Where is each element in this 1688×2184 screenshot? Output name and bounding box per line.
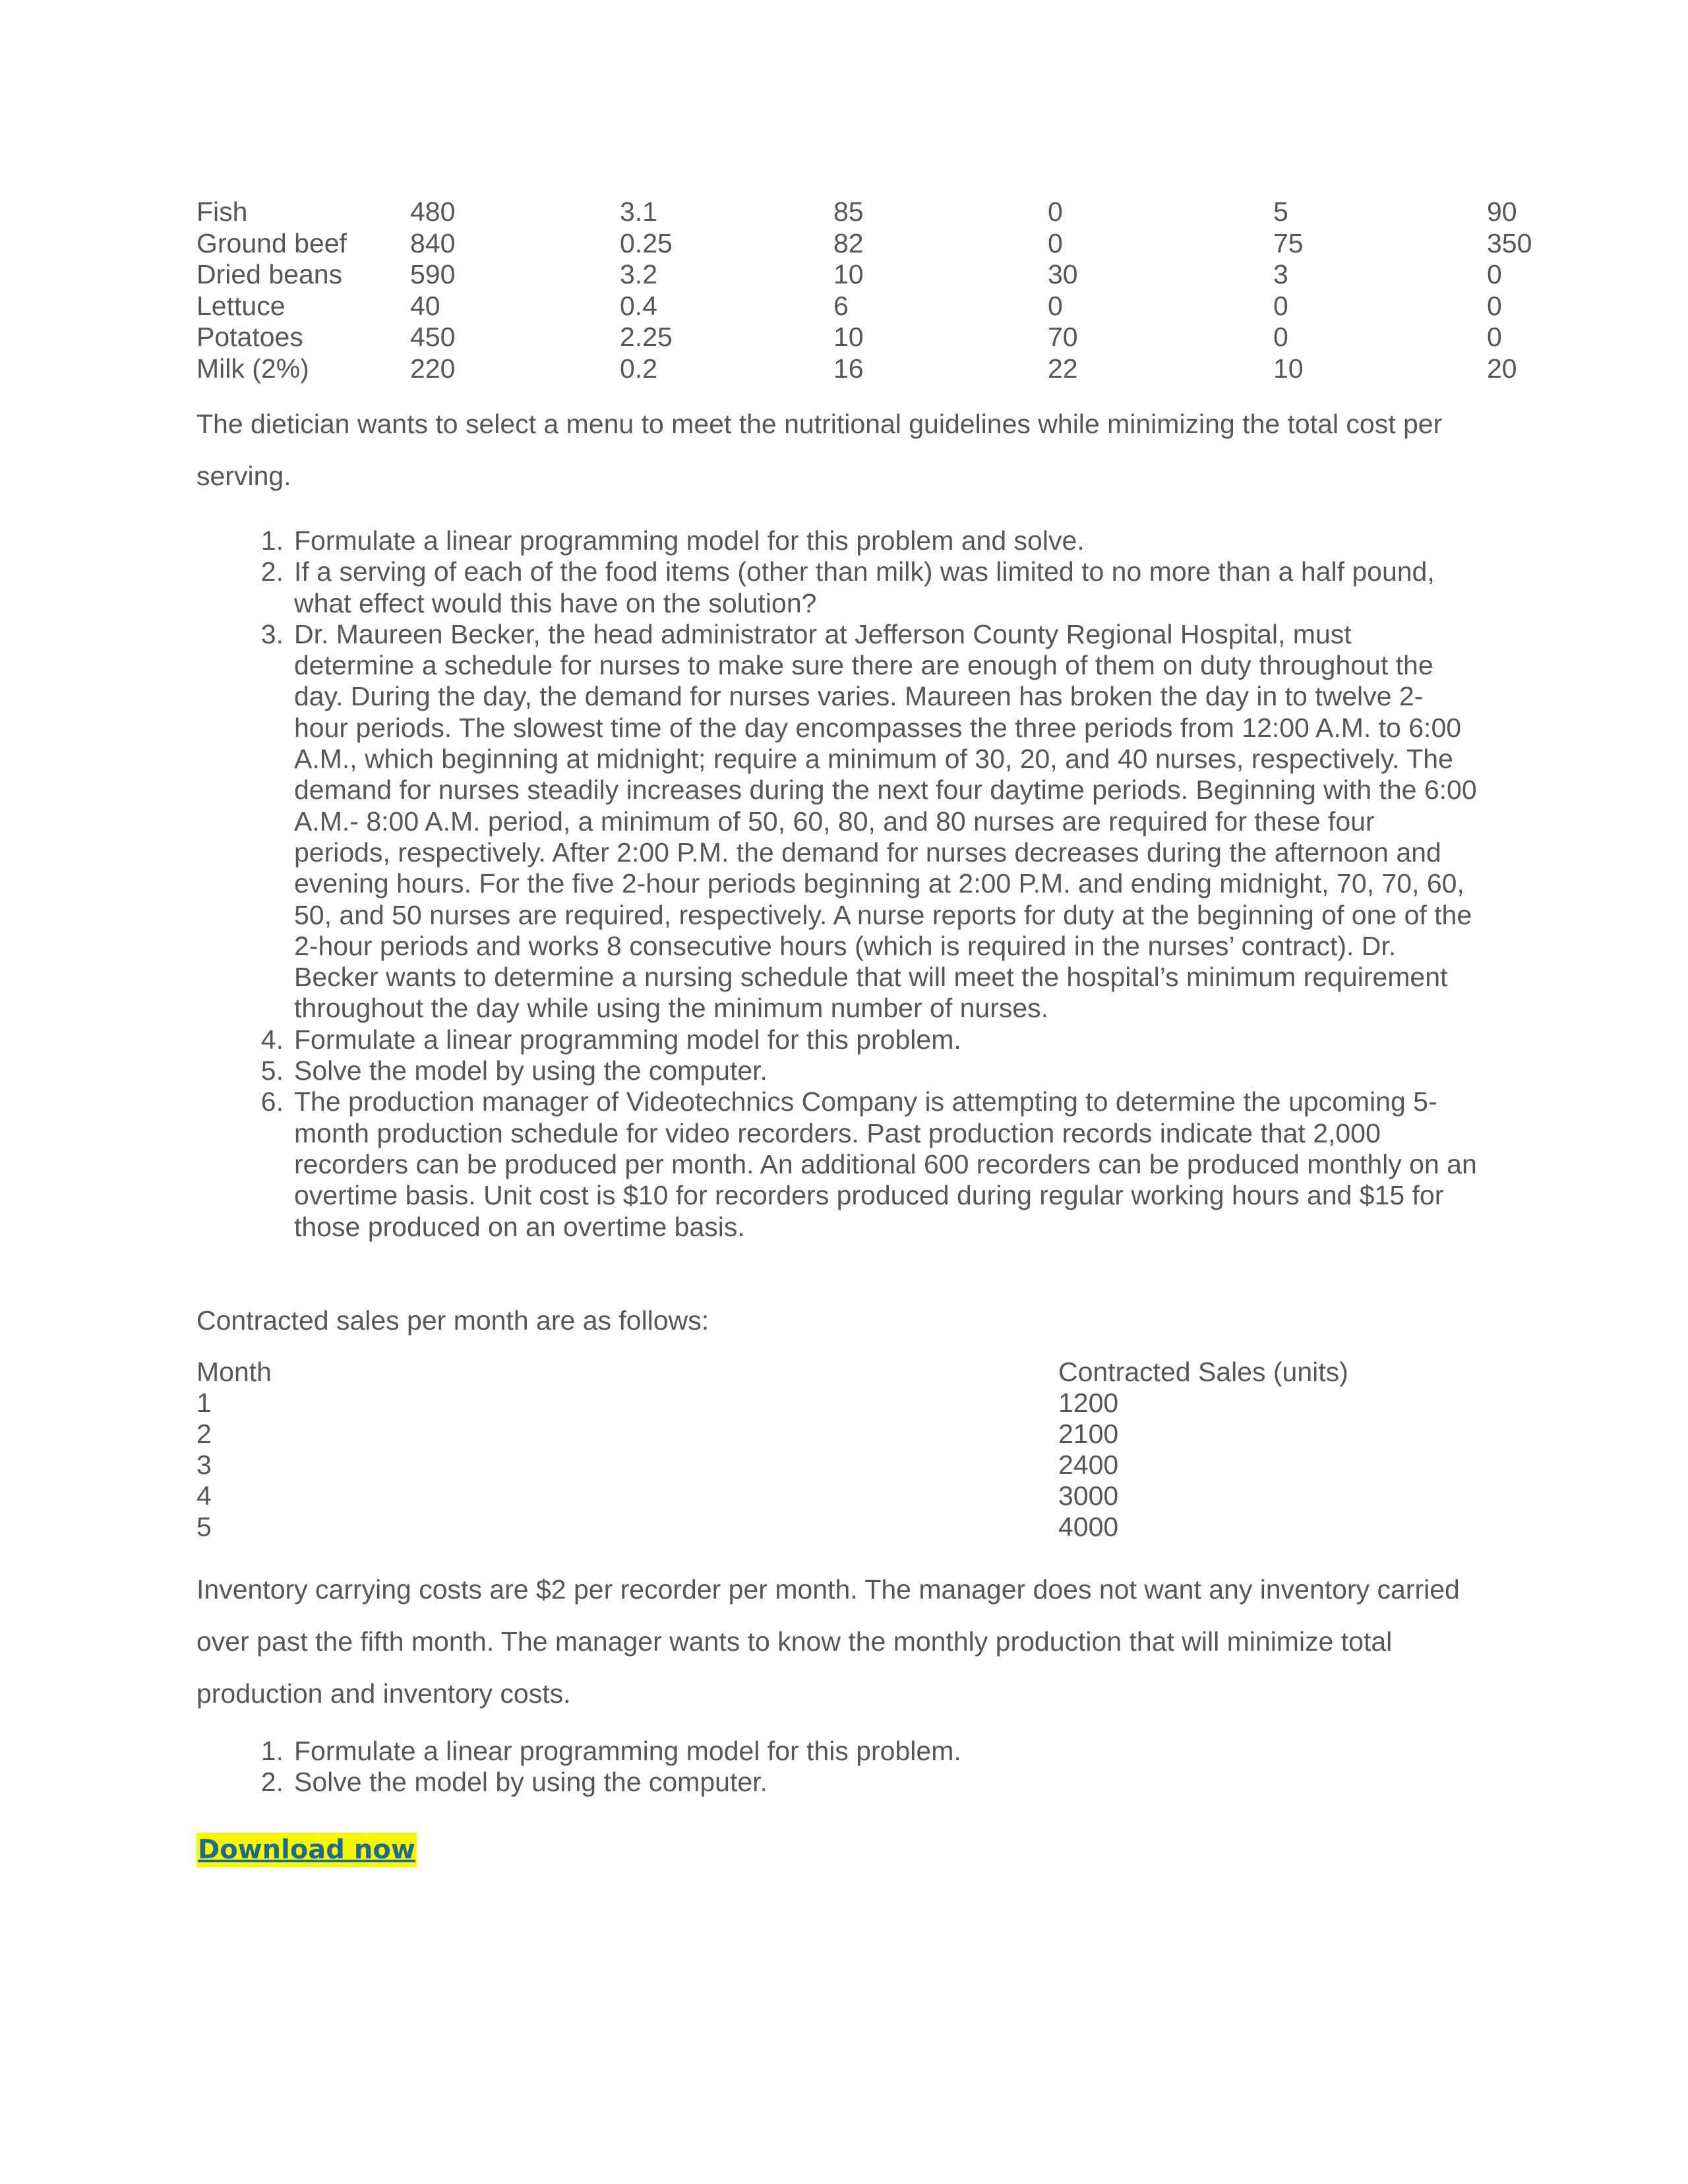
table-row <box>196 353 1540 385</box>
table-cell: 40 <box>410 290 440 321</box>
nutrition-table-body <box>196 196 1540 384</box>
table-cell: 90 <box>1487 196 1517 227</box>
table-cell: 3.1 <box>620 196 657 227</box>
table-cell: 30 <box>1048 259 1078 289</box>
inventory-paragraph: Inventory carrying costs are $2 per recorder per month. The manager does not want any inventory carried over past the fifth month. The manager wants to know the monthly production that will minimize total production and inventory costs. <box>196 1574 1460 1709</box>
sales-month-cell: 2 <box>196 1419 212 1449</box>
table-cell: 0 <box>1273 322 1288 352</box>
table-cell: 10 <box>833 322 864 352</box>
list-item-number: 1 . <box>244 1736 284 1767</box>
food-name-cell: Fish <box>196 196 248 227</box>
list-item <box>224 1086 1477 1242</box>
question-list-1 <box>224 525 1477 1243</box>
list-item <box>224 525 1477 556</box>
table-cell: 82 <box>833 227 864 258</box>
table-cell: 22 <box>1048 353 1078 384</box>
table-cell: 20 <box>1487 353 1517 384</box>
food-name-cell: Ground beef <box>196 227 347 258</box>
sales-value-cell: 2400 <box>1058 1450 1119 1480</box>
table-cell: 0 <box>1048 227 1063 258</box>
food-name-cell: Milk (2%) <box>196 353 309 384</box>
sales-month-cell: 1 <box>196 1388 212 1418</box>
sales-header-month: Month <box>196 1357 272 1387</box>
list-item-text: Formulate a linear programming model for this problem. <box>294 1024 961 1055</box>
sales-header-sales: Contracted Sales (units) <box>1058 1357 1348 1387</box>
table-cell: 6 <box>833 290 849 321</box>
table-cell: 85 <box>833 196 864 227</box>
table-cell: 0 <box>1487 259 1502 289</box>
table-row <box>196 1450 1383 1481</box>
list-item-number: 6 . <box>244 1086 284 1117</box>
table-row <box>196 1388 1383 1419</box>
table-cell: 220 <box>410 353 456 384</box>
sales-value-cell: 4000 <box>1058 1512 1119 1542</box>
table-cell: 10 <box>1273 353 1304 384</box>
table-cell: 0 <box>1048 290 1063 321</box>
table-cell: 0.4 <box>620 290 657 321</box>
list-item-number: 2 . <box>244 1767 284 1798</box>
list-item <box>224 556 1477 619</box>
table-cell: 10 <box>833 259 864 289</box>
table-row <box>196 322 1540 353</box>
list-item-number: 5 . <box>244 1055 284 1086</box>
table-row <box>196 1512 1383 1543</box>
table-cell: 16 <box>833 353 864 384</box>
sales-value-cell: 3000 <box>1058 1481 1119 1511</box>
table-cell: 0 <box>1048 196 1063 227</box>
list-item <box>224 1024 1477 1055</box>
table-row <box>196 196 1540 228</box>
table-row <box>196 259 1540 291</box>
table-cell: 350 <box>1487 227 1532 258</box>
list-item-text: If a serving of each of the food items (other than milk) was limited to no more than a half pound, what effect would this have on the solution? <box>294 556 1435 618</box>
table-cell: 0.25 <box>620 227 673 258</box>
table-cell: 3 <box>1273 259 1288 289</box>
table-cell: 5 <box>1273 196 1288 227</box>
table-row <box>196 1419 1383 1450</box>
table-cell: 70 <box>1048 322 1078 352</box>
sales-table-header <box>196 1357 1383 1388</box>
list-item <box>224 1767 1477 1798</box>
food-name-cell: Potatoes <box>196 322 303 352</box>
table-row <box>196 228 1540 260</box>
sales-value-cell: 2100 <box>1058 1419 1119 1449</box>
list-item-number: 4 . <box>244 1024 284 1055</box>
list-item <box>224 619 1477 1024</box>
list-item <box>224 1736 1477 1767</box>
dietician-paragraph: The dietician wants to select a menu to meet the nutritional guidelines while minimizing the total cost per serving. <box>196 409 1443 491</box>
table-cell: 480 <box>410 196 456 227</box>
table-cell: 590 <box>410 259 456 289</box>
list-item-text: Formulate a linear programming model for this problem. <box>294 1736 961 1766</box>
question-list-2 <box>224 1736 1477 1798</box>
list-item-text: Dr. Maureen Becker, the head administrator at Jefferson County Regional Hospital, must determine a schedule for nurses to make sure there are enough of them on duty throughout the day. During the day, the demand for nurses varies. Maureen has broken the day in to twelve 2-hour periods. The slowest time of the day encompasses the three periods from 12:00 A.M. to 6:00 A.M., which beginning at midnight; require a minimum of 30, 20, and 40 nurses, respectively. The demand for nurses steadily increases during the next four daytime periods. Beginning with the 6:00 A.M.- 8:00 A.M. period, a minimum of 50, 60, 80, and 80 nurses are required for these four periods, respectively. After 2:00 P.M. the demand for nurses decreases during the afternoon and evening hours. For the five 2-hour periods beginning at 2:00 P.M. and ending midnight, 70, 70, 60, 50, and 50 nurses are required, respectively. A nurse reports for duty at the beginning of one of the 2-hour periods and works 8 consecutive hours (which is required in the nurses’ contract). Dr. Becker wants to determine a nursing schedule that will meet the hospital’s minimum requirement throughout the day while using the minimum number of nurses. <box>294 618 1477 1024</box>
nutrition-table <box>196 196 1540 384</box>
sales-month-cell: 3 <box>196 1450 212 1480</box>
food-name-cell: Dried beans <box>196 259 343 289</box>
list-item-number: 1 . <box>244 525 284 556</box>
list-item-text: The production manager of Videotechnics Company is attempting to determine the upcoming 5-month production schedule for video recorders. Past production records indicate that 2,000 recorders can be produced per month. An additional 600 recorders can be produced monthly on an overtime basis. Unit cost is $10 for recorders produced during regular working hours and $15 for those produced on an overtime basis. <box>294 1086 1477 1242</box>
list-item-number: 2 . <box>244 556 284 587</box>
list-item-text: Solve the model by using the computer. <box>294 1055 768 1086</box>
sales-month-cell: 5 <box>196 1512 212 1542</box>
sales-value-cell: 1200 <box>1058 1388 1119 1418</box>
table-cell: 75 <box>1273 227 1304 258</box>
food-name-cell: Lettuce <box>196 290 286 321</box>
table-cell: 0 <box>1273 290 1288 321</box>
table-row <box>196 1481 1383 1512</box>
list-item-text: Formulate a linear programming model for this problem and solve. <box>294 525 1085 556</box>
sales-month-cell: 4 <box>196 1481 212 1511</box>
table-cell: 0 <box>1487 290 1502 321</box>
contracted-sales-intro: Contracted sales per month are as follows: <box>196 1305 709 1336</box>
list-item-number: 3 . <box>244 619 284 650</box>
table-cell: 450 <box>410 322 456 352</box>
table-row <box>196 291 1540 322</box>
list-item-text: Solve the model by using the computer. <box>294 1767 768 1798</box>
download-now-link[interactable]: Download now <box>196 1833 417 1867</box>
table-cell: 0.2 <box>620 353 657 384</box>
list-item <box>224 1055 1477 1086</box>
table-cell: 0 <box>1487 322 1502 352</box>
table-cell: 2.25 <box>620 322 673 352</box>
table-cell: 840 <box>410 227 456 258</box>
table-cell: 3.2 <box>620 259 657 289</box>
